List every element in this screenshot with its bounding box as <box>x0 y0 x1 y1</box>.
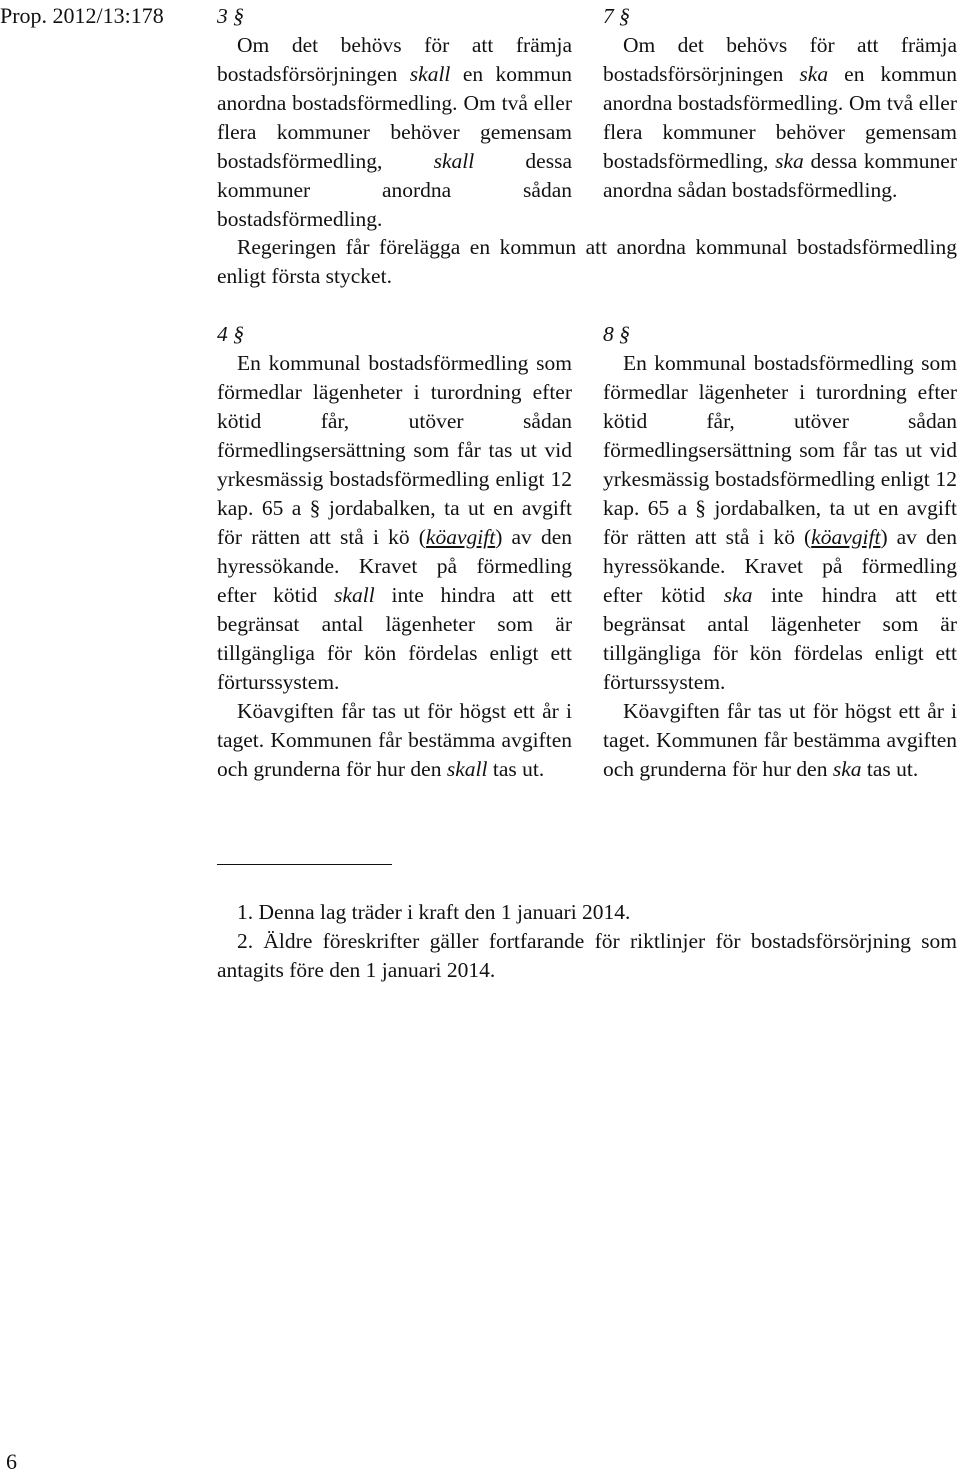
section-3-old <box>217 2 572 234</box>
section-heading: 4 § <box>217 322 244 346</box>
paragraph: Köavgiften får tas ut för högst ett år i taget. Kommunen får bestämma avgiften och grunderna för hur den ska tas ut. <box>603 699 957 781</box>
section-heading: 3 § <box>217 4 244 28</box>
paragraph: Om det behövs för att främja bostadsförsörjningen skall en kommun anordna bostadsförmedling. Om två eller flera kommuner behöver gemensam bostadsförmedling, skall dessa kommuner anordna sådan bostadsförmedling. <box>217 33 572 231</box>
document-reference: Prop. 2012/13:178 <box>0 3 164 28</box>
page-number: 6 <box>6 1449 17 1474</box>
paragraph: En kommunal bostadsförmedling som förmedlar lägenheter i turordning efter kötid får, utöver sådan förmedlingsersättning som får tas ut vid yrkesmässig bostadsförmedling enligt 12 kap. 65 a § jordabalken, ta ut en avgift för rätten att stå i kö (köavgift) av den hyressökande. Kravet på förmedling efter kötid skall inte hindra att ett begränsat antal lägenheter som är tillgängliga för kön fördelas enligt ett förturssystem. <box>217 351 572 694</box>
transitional-item-1: 1. Denna lag träder i kraft den 1 januari 2014. <box>237 900 631 924</box>
section-heading: 7 § <box>603 4 630 28</box>
transitional-provisions <box>217 898 957 985</box>
transitional-item-2: 2. Äldre föreskrifter gäller fortfarande för riktlinjer för bostadsförsörjning som antagits före den 1 januari 2014. <box>217 929 957 982</box>
section-8-new <box>603 320 957 784</box>
divider-line <box>217 864 392 865</box>
section-heading: 8 § <box>603 322 630 346</box>
shared-paragraph: Regeringen får förelägga en kommun att anordna kommunal bostadsförmedling enligt första stycket. <box>217 235 957 288</box>
section-7-new <box>603 2 957 205</box>
paragraph: Om det behövs för att främja bostadsförsörjningen ska en kommun anordna bostadsförmedling. Om två eller flera kommuner behöver gemensam bostadsförmedling, ska dessa kommuner anordna sådan bostadsförmedling. <box>603 33 957 202</box>
paragraph: Köavgiften får tas ut för högst ett år i taget. Kommunen får bestämma avgiften och grunderna för hur den skall tas ut. <box>217 699 572 781</box>
section-4-old <box>217 320 572 784</box>
paragraph: En kommunal bostadsförmedling som förmedlar lägenheter i turordning efter kötid får, utöver sådan förmedlingsersättning som får tas ut vid yrkesmässig bostadsförmedling enligt 12 kap. 65 a § jordabalken, ta ut en avgift för rätten att stå i kö (köavgift) av den hyressökande. Kravet på förmedling efter kötid ska inte hindra att ett begränsat antal lägenheter som är tillgängliga för kön fördelas enligt ett förturssystem. <box>603 351 957 694</box>
